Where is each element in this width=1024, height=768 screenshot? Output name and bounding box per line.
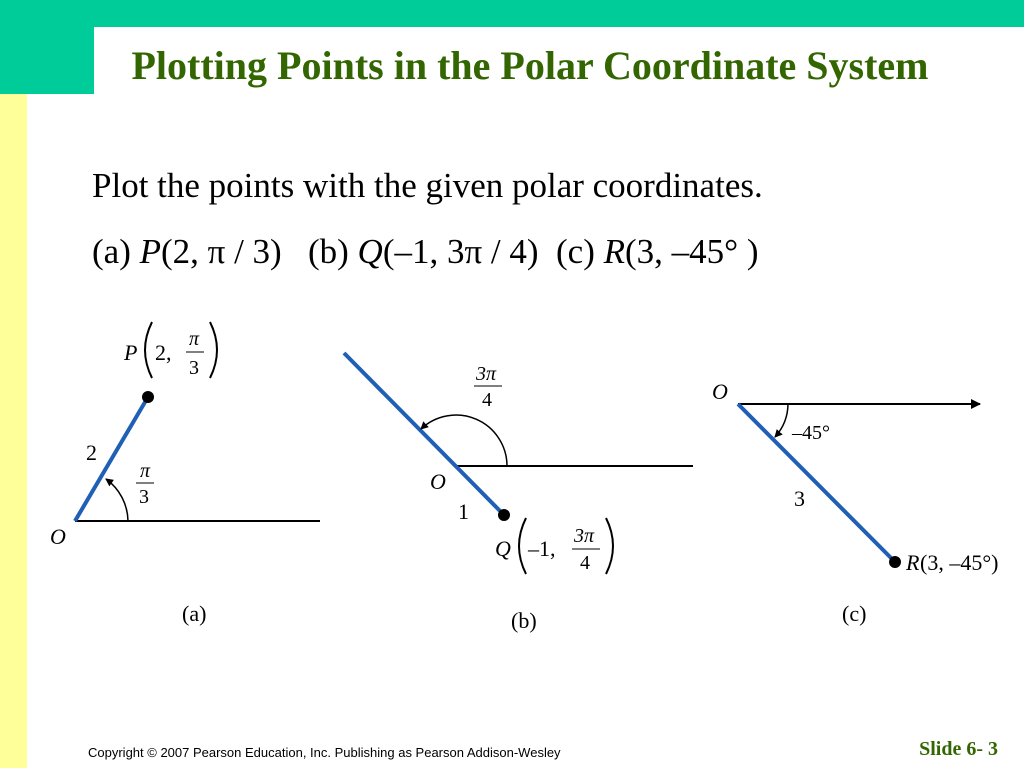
angle-arc-b — [421, 415, 507, 466]
problem-b-prefix: (b) — [281, 232, 358, 271]
problem-c-coords: (3, –45° ) — [625, 232, 759, 271]
paren-open-b — [519, 518, 526, 574]
origin-label-b: O — [430, 469, 446, 494]
paren-close-b — [606, 518, 613, 574]
point-r-coords: (3, –45°) — [920, 550, 999, 575]
radius-label-b: 1 — [458, 499, 469, 524]
angle-label-c: –45° — [792, 422, 830, 444]
radius-label-a: 2 — [86, 440, 97, 465]
point-p-dot — [142, 391, 154, 403]
origin-label-a: O — [50, 524, 66, 549]
point-r-dot — [889, 556, 901, 568]
problem-a-coords: (2, π / 3) — [161, 232, 282, 271]
paren-open-a — [145, 322, 152, 378]
point-q-r: –1, — [528, 536, 556, 561]
slide-number: Slide 6- 3 — [919, 738, 998, 760]
angle-den-b: 4 — [482, 389, 492, 411]
diagram-c — [712, 379, 998, 626]
angle-arc-a — [106, 479, 128, 521]
point-p-angle-num: π — [189, 328, 200, 350]
angle-den-a: 3 — [139, 486, 149, 508]
instruction-text: Plot the points with the given polar coordinates. — [92, 166, 763, 205]
copyright-footer: Copyright © 2007 Pearson Education, Inc. Publishing as Pearson Addison-Wesley — [88, 745, 561, 760]
radius-label-c: 3 — [794, 486, 805, 511]
problem-c-name: R — [603, 232, 626, 271]
point-q-name: Q — [495, 536, 511, 561]
point-q-angle-num: 3π — [574, 525, 595, 547]
diagram-b — [344, 353, 693, 633]
slide-title: Plotting Points in the Polar Coordinate System — [131, 43, 929, 88]
origin-label-c: O — [712, 379, 728, 404]
problem-c-prefix: (c) — [538, 232, 604, 271]
paren-close-a — [210, 322, 217, 378]
problem-b-name: Q — [357, 232, 383, 271]
diagram-a — [50, 322, 320, 626]
angle-arc-c — [775, 404, 788, 437]
problem-b-coords: (–1, 3π / 4) — [382, 232, 539, 271]
caption-c: (c) — [842, 601, 867, 626]
point-p-name: P — [124, 340, 138, 365]
point-q-dot — [498, 509, 510, 521]
caption-a: (a) — [182, 601, 207, 626]
point-q-angle-den: 4 — [580, 552, 590, 574]
problem-a-name: P — [139, 232, 161, 271]
angle-num-a: π — [140, 460, 151, 482]
problem-a-prefix: (a) — [92, 232, 140, 271]
angle-num-b: 3π — [476, 363, 497, 385]
caption-b: (b) — [511, 608, 537, 633]
point-p-r: 2, — [155, 340, 172, 365]
point-r-name: R — [906, 550, 920, 575]
point-p-angle-den: 3 — [189, 357, 199, 379]
